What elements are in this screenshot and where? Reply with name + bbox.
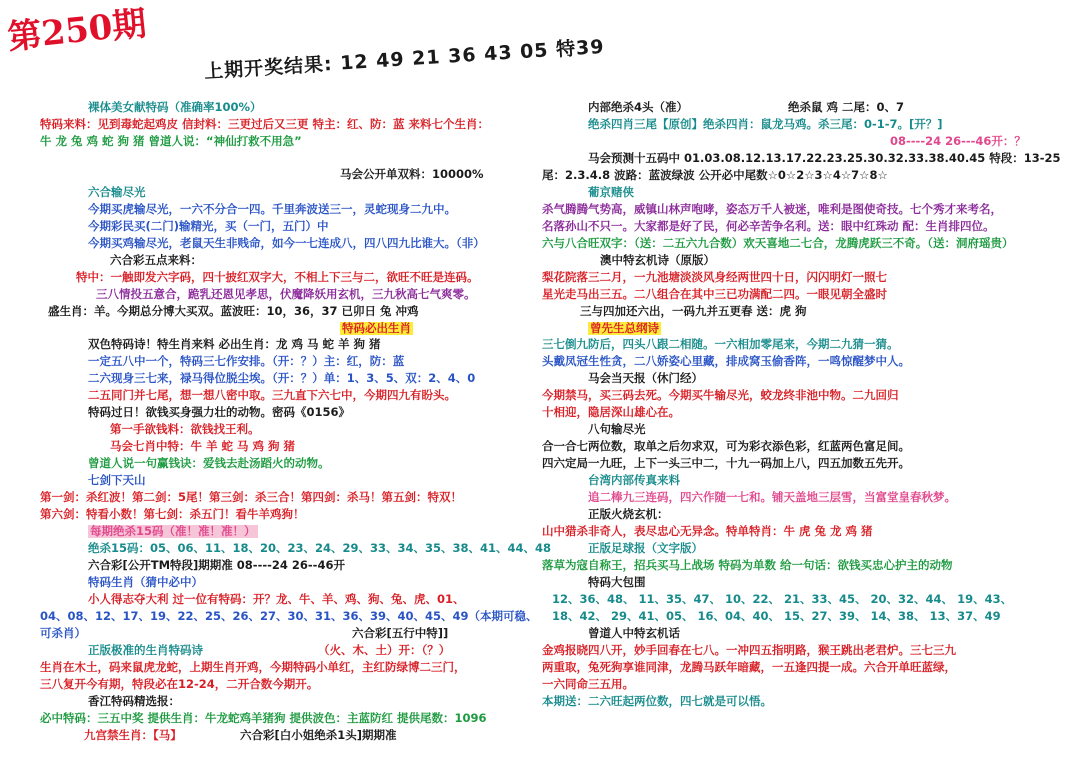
text-line: 名落孙山不只一。大家都是好了民，何必辛苦争名利。送：眼中红珠动 配：生肖排四位。 [542,219,995,233]
text-line: 三八情投五意合，跪乳还恩见孝思，伏魔降妖用玄机，三九秋高七气爽零。 [96,287,476,301]
text-line: 曾道人说一句赢钱诀：爱钱去赴汤蹈火的动物。 [88,456,330,470]
heading-line: 曾道人中特玄机话 [588,626,680,640]
text-line: 04、08、12、17、19、22、25、26、27、30、31、36、39、40、45、49（本期可稳、 [40,609,538,623]
text-line: 牛 龙 兔 鸡 蛇 狗 猪 曾道人说：“神仙打救不用急” [40,134,302,148]
text-line: 九宫禁生肖：【马】 [84,728,182,742]
text-line: 特中：一触即发六字码，四十披红双字大，不相上下三与二，欲旺不旺是连码。 [76,270,479,284]
highlight-line: 每期绝杀15码（准！准！准！） [90,524,256,538]
heading-line: 特码大包围 [588,575,646,589]
text-line: 十相迎，隐居深山雄心在。 [542,405,680,419]
text-line: 今期彩民买(二门)输精光，买（一门，五门）中 [88,219,329,233]
text-line: 头戴凤冠生性贪，二八娇姿心里藏，排成窝玉偷香阵，一鸣惊醒梦中人。 [542,354,910,368]
text-line: 可杀肖） [40,626,86,640]
text-line: 一定五八中一个，特码三七作安排。（开：？）主：红，防：蓝 [88,354,405,368]
text-line: 08----24 26---46开：？ [890,134,1026,148]
text-line: 合一合七两位数，取单之后勿求双，可为彩衣添色彩，红蓝两色富足间。 [542,439,910,453]
text-line: 今期买鸡输尽光，老鼠天生非贱命，如今一七连成八，四八四九比谁大。（非） [88,236,485,250]
heading-line: 台湾内部传真来料 [588,473,680,487]
text-line: 三七倒九防后，四头八跟二相随。一六相加零尾来，今期二九猜一猜。 [542,337,899,351]
text-line: 必中特码：三五中奖 提供生肖：牛龙蛇鸡羊猪狗 提供波色：主蓝防红 提供尾数：1096 [40,711,487,725]
text-line: 三八复开今有期，特段必在12-24，二开合数今期开。 [40,677,319,691]
text-line: 12、36、48、 11、35、47、 10、22、 21、33、45、 20、32、44、 19、43、 [552,592,1013,606]
text-line: 星光走马出三五。二八组合在其中三已功满配二四。一眼见朝全盛时 [542,287,887,301]
text-line: （火、木、土）开：（？） [318,643,451,657]
text-line: 六合彩[白小姐绝杀1头]期期准 [240,728,397,742]
text-line: 二六现身三七来，禄马得位脱尘埃。（开：？）单：1、3、5、双：2、4、0 [88,371,476,385]
text-line: 特码来料：见到毒蛇起鸡皮 信封料：三更过后又三更 特主：红、防：蓝 来料七个生肖： [40,117,490,131]
text-line: 一六同命三五用。 [542,677,634,691]
heading-line: 澳中特玄机诗（原版） [600,253,715,267]
text-line: 马会预测十五码中 01.03.08.12.13.17.22.23.25.30.32.33.38.40.45 特段：13-25 [588,151,1061,165]
text-line: 绝杀四肖三尾【原创】绝杀四肖：鼠龙马鸡。杀三尾：0-1-7。[开？] [588,117,943,131]
text-line: 本期送：二六旺起两位数，四七就是可以悟。 [542,694,772,708]
text-line: 三与四加还六出，一码九并五更春 送：虎 狗 [580,304,807,318]
text-line: 马会公开单双料：10000% [340,167,484,181]
text-line: 二五同门并七尾，想一想八密中取。三九直下六七中，今期四九有盼头。 [88,388,456,402]
text-line: 绝杀15码：05、06、11、18、20、23、24、29、33、34、35、38、41、44、48 [88,541,552,555]
heading-line: 六合输尽光 [88,185,146,199]
last-draw-result: 上期开奖结果: 12 49 21 36 43 05 特39 [203,35,606,84]
text-line: 六与八合旺双字：（送：二五六九合数）欢天喜地二七合，龙腾虎跃三不奇。（送：洞府瑶贵） [542,236,1014,250]
text-line: 追二棒九三连码，四六作随一七和。铺天盖地三层雪，当富堂皇春秋梦。 [588,490,956,504]
text-line: 双色特码诗！特生肖来料 必出生肖：龙 鸡 马 蛇 羊 狗 猪 [88,337,381,351]
text-line: 梨花院落三二月，一九池塘淡淡风身经两世四十日，闪闪明灯一照七 [542,270,887,284]
text-line: 山中猎杀非奇人，表尽忠心无异念。特单特肖：牛 虎 兔 龙 鸡 猪 [542,524,873,538]
text-line: 第一剑：杀红波！第二剑：5尾！第三剑：杀三合！第四剑：杀马！第五剑：特双！ [40,490,462,504]
text-line: 18、42、 29、41、05、 16、04、40、 15、27、39、 14、38、 13、37、49 [552,609,1001,623]
heading-line: 葡京赌侠 [588,185,634,199]
heading-line: 六合彩五点来料： [110,253,202,267]
text-line: 内部绝杀4头（准） [588,100,689,114]
heading-line: 特码生肖（猜中必中） [88,575,203,589]
heading-line: 八句输尽光 [588,422,646,436]
text-line: 盛生肖：羊。今期总分博大买双。蓝波旺：10，36，37 已卯日 兔 冲鸡 [48,304,419,318]
text-line: 六合彩[公开TM特段]期期准 08----24 26--46开 [88,558,345,572]
highlight-line: 特码必出生肖 [342,321,411,335]
text-line: 第六剑：特看小数！第七剑：杀五门！看牛羊鸡狗！ [40,507,305,521]
text-line: 六合彩[五行中特]] [352,626,449,640]
text-line: 两重取，兔死狗享谁同津，龙腾马跃年暗藏，一五逢四提一成。六合开单旺蓝绿， [542,660,956,674]
heading-line: 香江特码精选报： [88,694,180,708]
text-line: 四六定局一九旺，上下一头三中二，十九一码加上八，四五加数五先开。 [542,456,910,470]
heading-line: 正版足球报（文字版） [588,541,703,555]
heading-line: 正版极准的生肖特码诗 [88,643,203,657]
heading-line: 七剑下天山 [88,473,146,487]
text-line: 生肖在木土，码来鼠虎龙蛇，上期生肖开鸡，今期特码小单红，主红防绿博二三门， [40,660,466,674]
text-line: 特码过日！欲钱买身强力壮的动物。密码《0156》 [88,405,351,419]
text-line: 金鸡报晓四八开，妙手回春在七八。一冲四五指明路，猴王跳出老君炉。三七三九 [542,643,956,657]
text-line: 第一手欲钱料：欲钱找王利。 [110,422,260,436]
text-line: 马会七肖中特：牛 羊 蛇 马 鸡 狗 猪 [110,439,296,453]
heading-line: 裸体美女献特码（准确率100%） [88,100,262,114]
text-line: 尾：2.3.4.8 波路：蓝波绿波 公开必中尾数☆0☆2☆3☆4☆7☆8☆ [542,168,888,182]
text-line: 杀气腾腾气势高，威镇山林声咆哮，姿态万千人被迷，唯利是图使奇技。七个秀才来考名， [542,202,1002,216]
text-line: 今期禁马，买三码去死。今期买牛输尽光，蛟龙终非池中物。二九回归 [542,388,899,402]
heading-line: 正版火烧玄机： [588,507,669,521]
text-line: 绝杀鼠 鸡 二尾：0、7 [788,100,905,114]
text-line: 小人得志夺大利 过一位有特码：开？龙、牛、羊、鸡、狗、兔、虎、01、 [88,592,465,606]
issue-number: 第250期 [5,3,149,59]
heading-line: 马会当天报（休门经） [588,371,703,385]
text-line: 落草为寇自称王，招兵买马上战场 特码为单数 给一句话：欲钱买忠心护主的动物 [542,558,953,572]
text-line: 今期买虎输尽光，一六不分合一四。千里奔波送三一，灵蛇现身二九中。 [88,202,456,216]
highlight-line: 曾先生总纲诗 [590,321,659,335]
